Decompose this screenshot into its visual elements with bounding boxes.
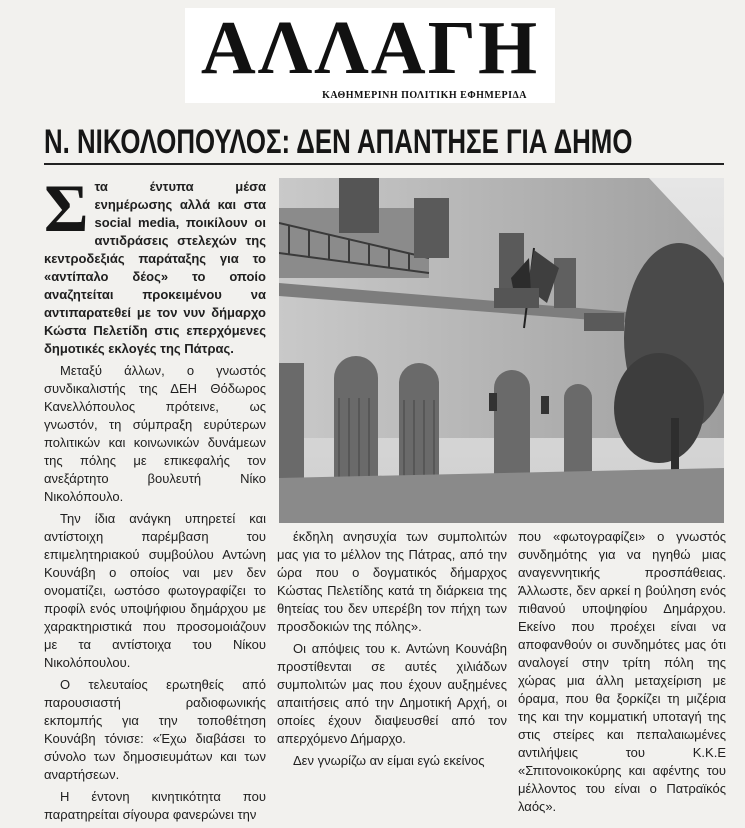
- masthead: [185, 8, 555, 103]
- paragraph-6: Οι απόψεις του κ. Αντώνη Κουνάβη προστίθενται σε αυτές χιλιάδων συμπολιτών μας που έχουν αυξημένες απαιτήσεις από την Δημοτική Αρχή, οι οποίες έχουν διαψευσθεί από τον απερχόμενο Δήμαρχο.: [277, 641, 507, 746]
- column-right: [518, 528, 726, 820]
- newspaper-tagline: ΚΑΘΗΜΕΡΙΝΗ ΠΟΛΙΤΙΚΗ ΕΦΗΜΕΡΙΔΑ: [322, 90, 527, 101]
- headline-rule: [44, 163, 724, 165]
- paragraph-7: Δεν γνωρίζω αν είμαι εγώ εκείνος: [293, 753, 485, 768]
- paragraph-2: Την ίδια ανάγκη υπηρετεί και αντίστοιχη παρέμβαση του επιμελητηριακού συμβούλου Αντώνη Κουνάβη ο οποίος ναι μεν δεν ονοματίζει, ωστόσο φωτογραφίζει το προφίλ ενός υποψήφιου δημάρχου με χαρακτηριστικά που προσομοιάζουν με τα αντίστοιχα του Νίκου Νικολόπουλου.: [44, 511, 266, 670]
- paragraph-5: έκδηλη ανησυχία των συμπολιτών μας για το μέλλον της Πάτρας, από την ώρα που ο δογματικός δήμαρχος Κώστας Πελετίδης κατά τη διάρκεια της θητείας του δεν υπερέβη τον πήχη των προσδοκιών της πόλης».: [277, 529, 507, 634]
- column-left: [44, 170, 266, 828]
- newspaper-name: ΑΛΛΑΓΗ: [200, 6, 540, 90]
- paragraph-4: Η έντονη κινητικότητα που παρατηρείται σίγουρα φανερώνει την: [44, 789, 266, 822]
- paragraph-1: Μεταξύ άλλων, ο γνωστός συνδικαλιστής της ΔΕΗ Θόδωρος Κανελλόπουλος πρότεινε, ως γνωστόν, τη σύμπραξη ευρύτερων πολιτικών και κοινωνικών δυνάμεων της πόλης με επικεφαλής τον ανεξάρτητο βουλευτή Νίκο Νικολόπουλο.: [44, 363, 266, 504]
- article-headline: Ν. ΝΙΚΟΛΟΠΟΥΛΟΣ: ΔΕΝ ΑΠΑΝΤΗΣΕ ΓΙΑ ΔΗΜΟ: [44, 123, 633, 161]
- drop-cap: Σ: [44, 170, 89, 246]
- column-middle: [277, 528, 507, 774]
- article-photo: [279, 178, 724, 523]
- town-hall-photo: [279, 178, 724, 523]
- paragraph-3: Ο τελευταίος ερωτηθείς από παρουσιαστή ραδιοφωνικής εκπομπής για την τοποθέτηση Κουνάβη τόνισε: «Έχω διαβάσει το σύνολο των δημοσιευμάτων και των αναρτήσεων.: [44, 677, 266, 782]
- paragraph-8: που «φωτογραφίζει» ο γνωστός συνδημότης για να ηγηθώ μιας αναγεννητικής προσπάθειας. Άλλωστε, δεν αρκεί η βούληση ενός πιθανού υποψηφίου Δημάρχου. Εκείνο που προέχει είναι να αποφανθούν οι συνδημότες μας ότι αναλογεί στην τρίτη πόλη της χώρας μια άλλη μεταχείριση με όραμα, που θα ξορκίζει τη μιζέρια της και την κομματική υποταγή της στις στείρες και πεπαλαιωμένες αντιλήψεις του Κ.Κ.Ε «Σπιτονοικοκύρης και αφέντης του μέλλοντος του είναι ο Πατραϊκός λαός».: [518, 529, 726, 814]
- lead-paragraph: τα έντυπα μέσα ενημέρωσης αλλά και στα social media, ποικίλουν οι αντιδράσεις στελεχών της κεντροδεξιάς παράταξης για το «αντίπαλο δέος» το οποίο αναζητείται προκειμένου να αντιπαρατεθεί με τον νυν δήμαρχο Κώστα Πελετίδη στις επερχόμενες δημοτικές εκλογές της Πάτρας.: [44, 179, 266, 356]
